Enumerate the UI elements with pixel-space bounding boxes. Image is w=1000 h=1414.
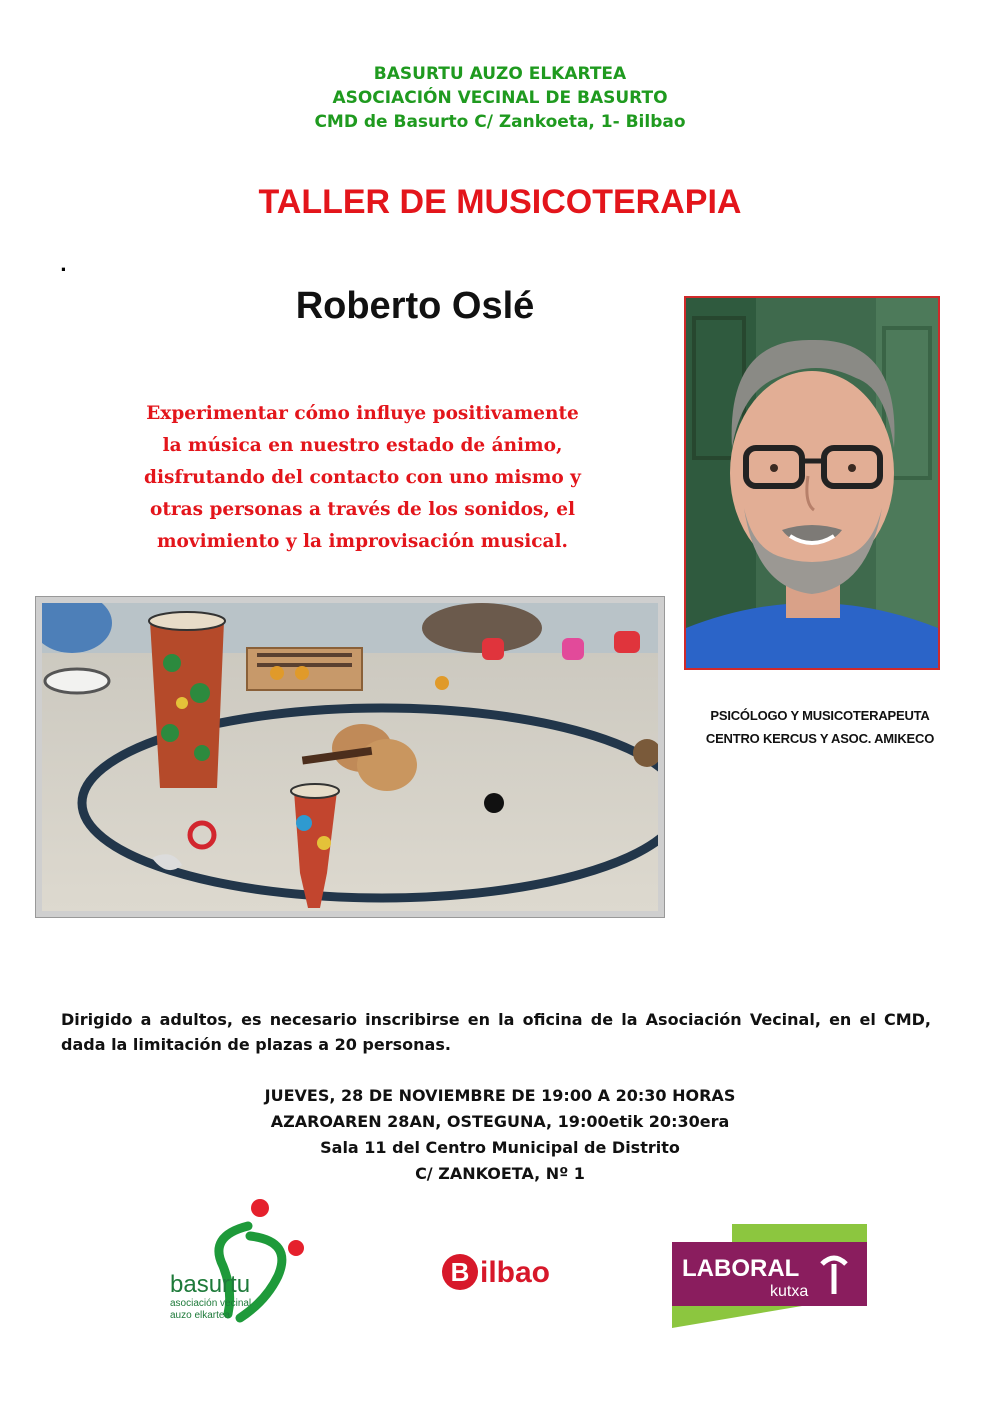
instruments-photo [36, 597, 664, 917]
caption-line-1: PSICÓLOGO Y MUSICOTERAPEUTA [710, 708, 930, 723]
header-line-3: CMD de Basurto C/ Zankoeta, 1- Bilbao [314, 112, 686, 132]
basurtu-logo-sub1: asociación vecinal [170, 1298, 252, 1309]
caption-line-2: CENTRO KERCUS Y ASOC. AMIKECO [705, 731, 935, 746]
association-header [0, 62, 1000, 134]
speaker-photo [684, 296, 940, 670]
stray-dot: . [60, 255, 67, 276]
laboral-line1: LABORAL [682, 1255, 800, 1282]
basurtu-logo [168, 1196, 318, 1331]
schedule-date-eu: AZAROAREN 28AN, OSTEGUNA, 19:00etik 20:30era [270, 1112, 730, 1131]
bilbao-logo-text: ilbao [480, 1256, 551, 1289]
description-line: la música en nuestro estado de ánimo, [162, 435, 563, 456]
instruments-illustration [42, 603, 658, 911]
laboral-line2: kutxa [770, 1283, 809, 1300]
description-line: otras personas a través de los sonidos, el [149, 499, 576, 520]
basurtu-logo-name: basurtu [170, 1271, 251, 1298]
bilbao-logo [440, 1240, 580, 1300]
schedule-address: C/ ZANKOETA, Nº 1 [415, 1164, 585, 1183]
description-line: disfrutando del contacto con uno mismo y [144, 467, 581, 488]
event-schedule [0, 1083, 1000, 1187]
basurtu-logo-graphic [168, 1196, 318, 1331]
header-line-1: BASURTU AUZO ELKARTEA [373, 64, 627, 84]
laboral-kutxa-logo-graphic [672, 1224, 872, 1328]
speaker-caption [665, 704, 975, 750]
laboral-kutxa-logo [672, 1224, 872, 1328]
schedule-date-es: JUEVES, 28 DE NOVIEMBRE DE 19:00 A 20:30 HORAS [264, 1086, 736, 1105]
bilbao-logo-graphic [440, 1240, 580, 1300]
basurtu-logo-sub2: auzo elkartea [170, 1310, 231, 1321]
header-line-2: ASOCIACIÓN VECINAL DE BASURTO [332, 88, 668, 108]
description-line: movimiento y la improvisación musical. [156, 531, 568, 552]
registration-note: Dirigido a adultos, es necesario inscribirse en la oficina de la Asociación Vecinal, en el CMD, dada la limitación de plazas a 20 personas. [61, 1010, 931, 1054]
schedule-room: Sala 11 del Centro Municipal de Distrito [320, 1138, 680, 1157]
speaker-name: Roberto Oslé [295, 285, 535, 327]
description-line: Experimentar cómo influye positivamente [146, 403, 579, 424]
bilbao-logo-letter: B [450, 1257, 470, 1287]
portrait-illustration [686, 298, 938, 668]
workshop-description [75, 398, 650, 558]
workshop-title: TALLER DE MUSICOTERAPIA [258, 183, 742, 221]
